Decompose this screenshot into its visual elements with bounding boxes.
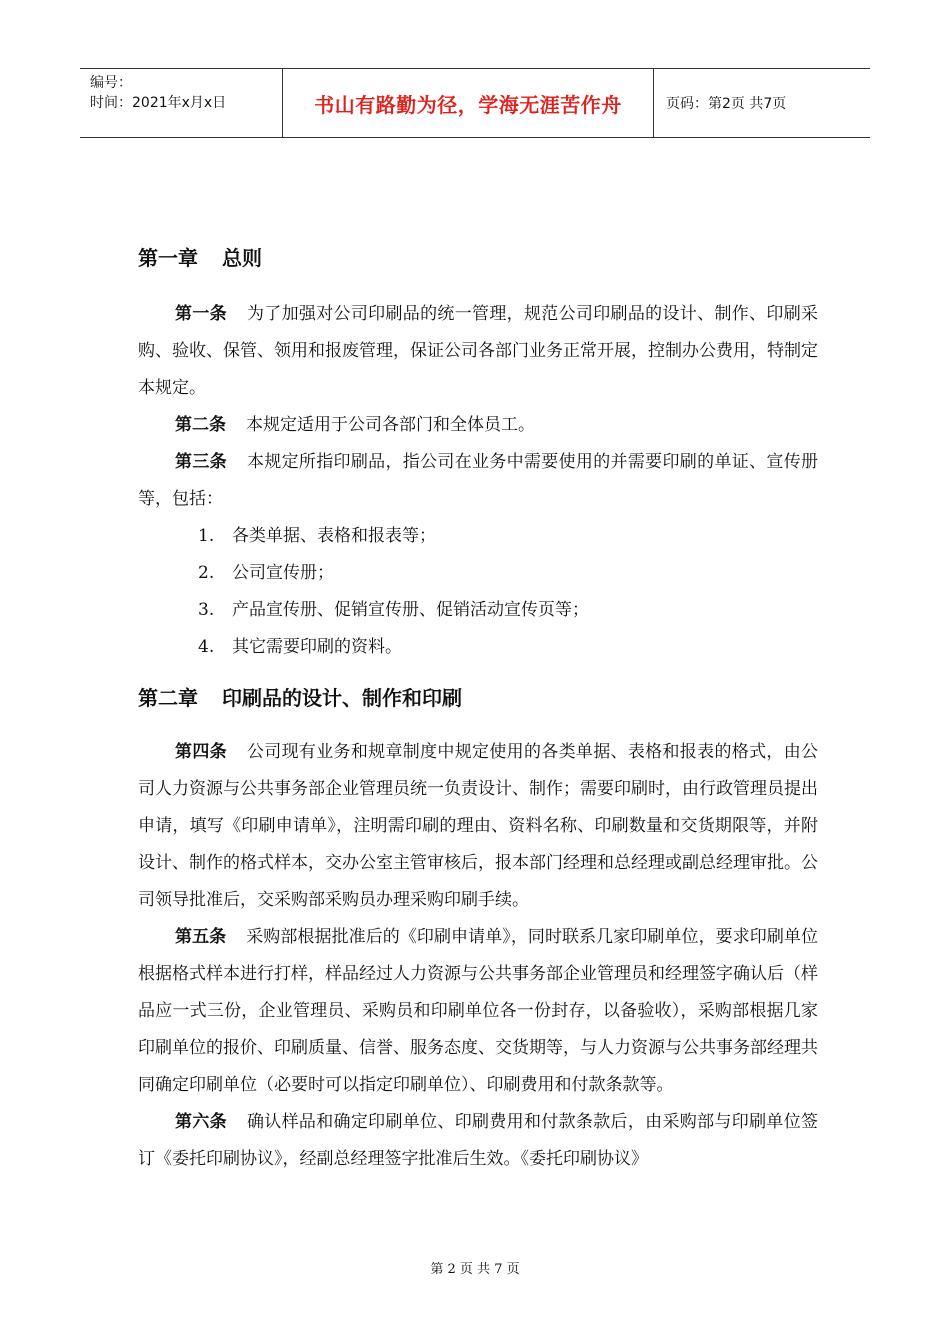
article-paragraph (138, 734, 818, 919)
article-text: 确认样品和确定印刷单位、印刷费用和付款条款后，由采购部与印刷单位签订《委托印刷协议》，经副总经理签字批准后生效。《委托印刷协议》 (138, 1112, 819, 1169)
header-meta (80, 69, 282, 137)
article-label: 第五条 (175, 927, 227, 947)
article-paragraph (138, 919, 818, 1104)
list-number: 3. (198, 600, 215, 620)
list-item (138, 518, 818, 555)
list-text: 产品宣传册、促销宣传册、促销活动宣传页等； (232, 600, 589, 620)
article-text: 本规定所指印刷品，指公司在业务中需要使用的并需要印刷的单证、宣传册等，包括： (138, 452, 819, 509)
article-text: 为了加强对公司印刷品的统一管理，规范公司印刷品的设计、制作、印刷采购、验收、保管、领用和报废管理，保证公司各部门业务正常开展，控制办公费用，特制定本规定。 (138, 304, 819, 398)
list-number: 1. (198, 526, 215, 546)
list-number: 2. (198, 563, 215, 583)
article-paragraph (138, 407, 818, 444)
document-header (80, 68, 870, 138)
article-text: 公司现有业务和规章制度中规定使用的各类单据、表格和报表的格式，由公司人力资源与公共事务部企业管理员统一负责设计、制作；需要印刷时，由行政管理员提出申请，填写《印刷申请单》，注明需印刷的理由、资料名称、印刷数量和交货期限等，并附设计、制作的格式样本，交办公室主管审核后，报本部门经理和总经理或副总经理审批。公司领导批准后，交采购部采购员办理采购印刷手续。 (138, 742, 819, 910)
page-footer (0, 1258, 950, 1277)
chapter-heading (138, 680, 818, 716)
list-number: 4. (198, 637, 215, 657)
list-item (138, 592, 818, 629)
list-item (138, 629, 818, 666)
header-page-info-cell (654, 69, 870, 137)
header-page-info: 页码：第2页 共7页 (666, 96, 787, 112)
chapter-title: 总则 (222, 246, 262, 270)
time-label: 时间：2021年x月x日 (90, 95, 227, 111)
article-label: 第二条 (175, 415, 226, 435)
list-text: 各类单据、表格和报表等； (232, 526, 436, 546)
article-label: 第三条 (175, 452, 227, 472)
footer-page-number: 第 2 页 共 7 页 (430, 1262, 520, 1277)
header-motto: 书山有路勤为径，学海无涯苦作舟 (314, 92, 622, 117)
article-paragraph (138, 1104, 818, 1178)
chapter-number: 第二章 (138, 686, 198, 710)
article-text: 采购部根据批准后的《印刷申请单》，同时联系几家印刷单位，要求印刷单位根据格式样本进行打样，样品经过人力资源与公共事务部企业管理员和经理签字确认后（样品应一式三份，企业管理员、采购员和印刷单位各一份封存，以备验收），采购部根据几家印刷单位的报价、印刷质量、信誉、服务态度、交货期等，与人力资源与公共事务部经理共同确定印刷单位（必要时可以指定印刷单位）、印刷费用和付款条款等。 (138, 927, 819, 1095)
list-item (138, 555, 818, 592)
list-text: 公司宣传册； (232, 563, 334, 583)
chapter-title: 印刷品的设计、制作和印刷 (222, 686, 462, 710)
document-body (138, 240, 818, 1178)
number-label: 编号： (90, 75, 132, 91)
list-text: 其它需要印刷的资料。 (232, 637, 402, 657)
article-label: 第四条 (175, 742, 227, 762)
chapter-heading (138, 240, 818, 276)
article-paragraph (138, 444, 818, 518)
article-text: 本规定适用于公司各部门和全体员工。 (246, 415, 535, 435)
header-motto-cell (282, 69, 654, 137)
article-paragraph (138, 296, 818, 407)
article-label: 第六条 (175, 1112, 227, 1132)
article-label: 第一条 (175, 304, 227, 324)
chapter-number: 第一章 (138, 246, 198, 270)
